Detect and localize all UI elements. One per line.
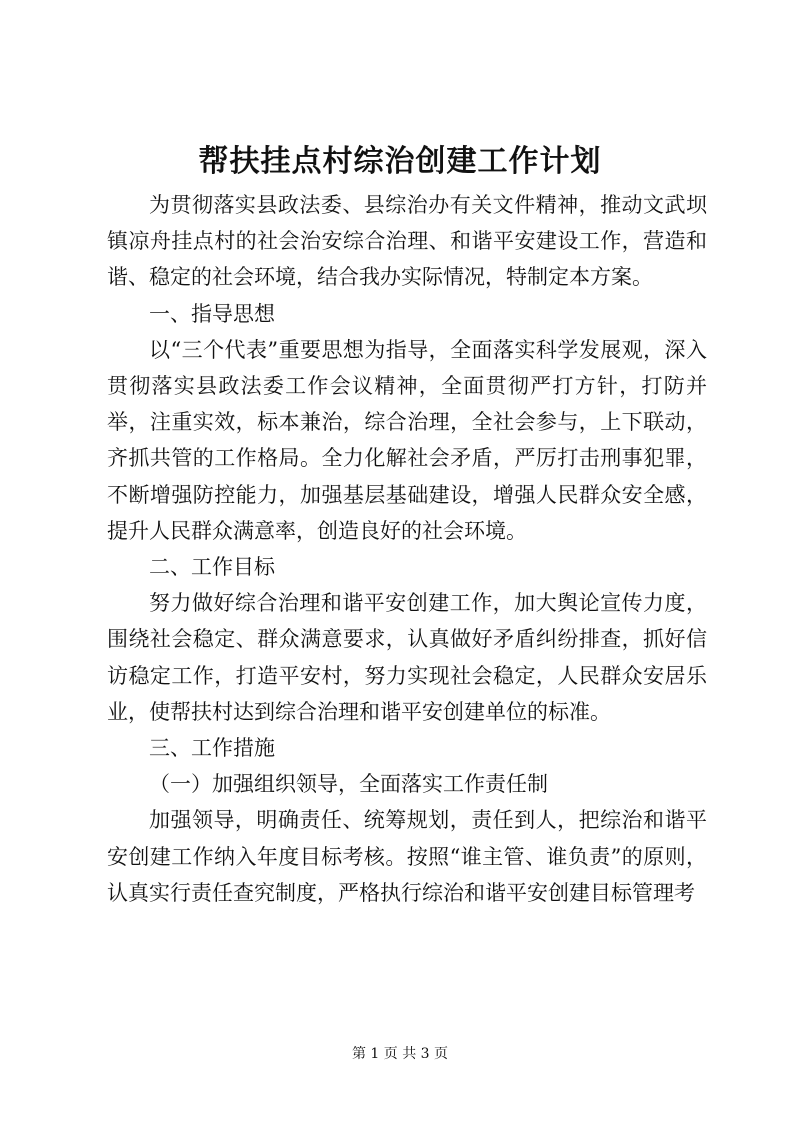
section-heading-work-measures: 三、工作措施 xyxy=(149,736,275,761)
subsection-heading-organization: （一）加强组织领导，全面落实工作责任制 xyxy=(149,772,548,797)
document-title: 帮扶挂点村综治创建工作计划 xyxy=(198,144,602,179)
organization-paragraph: 加强领导，明确责任、统筹规划，责任到人，把综治和谐平安创建工作纳入年度目标考核。按照“谁主管、谁负责”的原则，认真实行责任查究制度，严格执行综治和谐平安创建目标管理考 xyxy=(107,808,707,905)
section-heading-guiding-ideology: 一、指导思想 xyxy=(149,301,275,326)
intro-paragraph: 为贯彻落实县政法委、县综治办有关文件精神，推动文武坝镇凉舟挂点村的社会治安综合治理、和谐平安建设工作，营造和谐、稳定的社会环境，结合我办实际情况，特制定本方案。 xyxy=(107,193,707,290)
document-body xyxy=(107,187,707,911)
work-goals-paragraph: 努力做好综合治理和谐平安创建工作，加大舆论宣传力度，围绕社会稳定、群众满意要求，认真做好矛盾纠纷排查，抓好信访稳定工作，打造平安村，努力实现社会稳定，人民群众安居乐业，使帮扶村达到综合治理和谐平安创建单位的标准。 xyxy=(107,591,707,724)
section-heading-work-goals: 二、工作目标 xyxy=(149,555,275,580)
page-number: 第 1 页 共 3 页 xyxy=(351,1046,449,1062)
guiding-ideology-paragraph: 以“三个代表”重要思想为指导，全面落实科学发展观，深入贯彻落实县政法委工作会议精神，全面贯彻严打方针，打防并举，注重实效，标本兼治，综合治理，全社会参与，上下联动，齐抓共管的工作格局。全力化解社会矛盾，严厉打击刑事犯罪，不断增强防控能力，加强基层基础建设，增强人民群众安全感，提升人民群众满意率，创造良好的社会环境。 xyxy=(107,337,707,543)
